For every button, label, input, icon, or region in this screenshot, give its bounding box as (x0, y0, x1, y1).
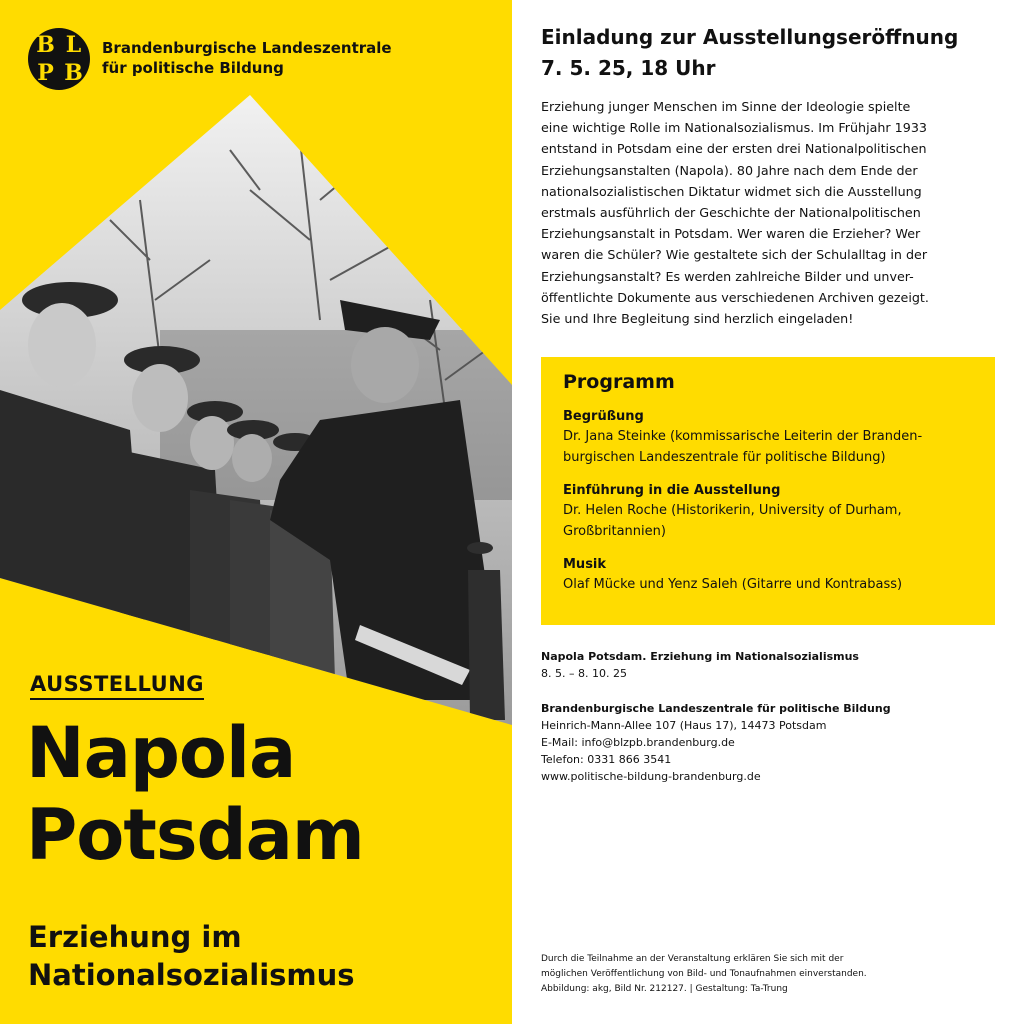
intro-line: Erziehungsanstalt in Potsdam. Wer waren die Erzieher? Wer (541, 226, 921, 242)
program-item-line: Dr. Jana Steinke (kommissarische Leiterin der Branden- (563, 429, 923, 444)
logo-letter: L (65, 32, 82, 58)
logo-letter: B (36, 32, 55, 58)
intro-line: öffentlichte Dokumente aus verschiedenen Archiven gezeigt. (541, 289, 929, 305)
exhibition-info (541, 648, 981, 682)
right-panel (512, 0, 1024, 1024)
program-item (563, 555, 973, 595)
invitation-date: 7. 5. 25, 18 Uhr (541, 56, 716, 80)
footer-line: Abbildung: akg, Bild Nr. 212127. | Gestaltung: Ta-Trung (541, 984, 788, 994)
contact-email: E-Mail: info@blzpb.brandenburg.de (541, 736, 735, 749)
poster-subtitle (28, 918, 355, 994)
program-item-details (563, 426, 973, 468)
intro-line: Erziehungsanstalten (Napola). 80 Jahre nach dem Ende der (541, 162, 918, 178)
program-item-heading: Musik (563, 557, 607, 572)
logo-letter: B (64, 60, 83, 86)
program-title: Programm (563, 371, 675, 393)
invitation-heading (541, 22, 1011, 84)
program-item-line: Dr. Helen Roche (Historikerin, University of Durham, (563, 503, 902, 518)
program-item (563, 481, 973, 542)
intro-text (541, 96, 1003, 329)
program-item-details (563, 500, 973, 542)
organization-name (102, 38, 422, 78)
subtitle-line: Nationalsozialismus (28, 958, 355, 992)
contact-web: www.politische-bildung-brandenburg.de (541, 770, 761, 783)
intro-line: waren die Schüler? Wie gestaltete sich der Schulalltag in der (541, 247, 928, 263)
blpb-logo (28, 28, 90, 90)
invitation-title: Einladung zur Ausstellungseröffnung (541, 25, 959, 49)
title-line: Potsdam (26, 794, 364, 876)
program-item-line: Olaf Mücke und Yenz Saleh (Gitarre und Kontrabass) (563, 577, 903, 592)
program-item-line: Großbritannien) (563, 524, 666, 539)
footer-line: Durch die Teilnahme an der Veranstaltung erklären Sie sich mit der (541, 954, 844, 964)
poster-title (26, 712, 364, 876)
contact-address: Heinrich-Mann-Allee 107 (Haus 17), 14473 Potsdam (541, 719, 827, 732)
contact-phone: Telefon: 0331 866 3541 (541, 753, 672, 766)
footer-note (541, 952, 981, 997)
contact-org: Brandenburgische Landeszentrale für politische Bildung (541, 702, 891, 715)
intro-line: Erziehung junger Menschen im Sinne der Ideologie spielte (541, 99, 911, 114)
program-item-details (563, 574, 973, 595)
intro-line: eine wichtige Rolle im Nationalsozialismus. Im Frühjahr 1933 (541, 120, 927, 136)
subtitle-line: Erziehung im (28, 920, 242, 954)
org-line: für politische Bildung (102, 59, 284, 77)
program-item (563, 407, 973, 468)
exhibition-tag: AUSSTELLUNG (30, 672, 204, 700)
exhibition-name: Napola Potsdam. Erziehung im Nationalsozialismus (541, 650, 859, 663)
title-line: Napola (26, 712, 296, 794)
contact-info (541, 700, 981, 785)
intro-line: entstand in Potsdam eine der ersten drei Nationalpolitischen (541, 141, 927, 157)
program-item-line: burgischen Landeszentrale für politische Bildung) (563, 450, 886, 465)
intro-line: Erziehungsanstalt? Es werden zahlreiche Bilder und unver- (541, 268, 914, 284)
exhibition-dates: 8. 5. – 8. 10. 25 (541, 667, 627, 680)
org-line: Brandenburgische Landeszentrale (102, 39, 392, 57)
program-box (541, 357, 995, 625)
program-item-heading: Begrüßung (563, 409, 644, 424)
intro-line: erstmals ausführlich der Geschichte der Nationalpolitischen (541, 205, 921, 221)
intro-line: Sie und Ihre Begleitung sind herzlich eingeladen! (541, 311, 854, 327)
program-item-heading: Einführung in die Ausstellung (563, 483, 781, 498)
logo-letter: P (37, 60, 54, 86)
footer-line: möglichen Veröffentlichung von Bild- und Tonaufnahmen einverstanden. (541, 969, 867, 979)
intro-line: nationalsozialistischen Diktatur widmet sich die Ausstellung (541, 183, 922, 199)
